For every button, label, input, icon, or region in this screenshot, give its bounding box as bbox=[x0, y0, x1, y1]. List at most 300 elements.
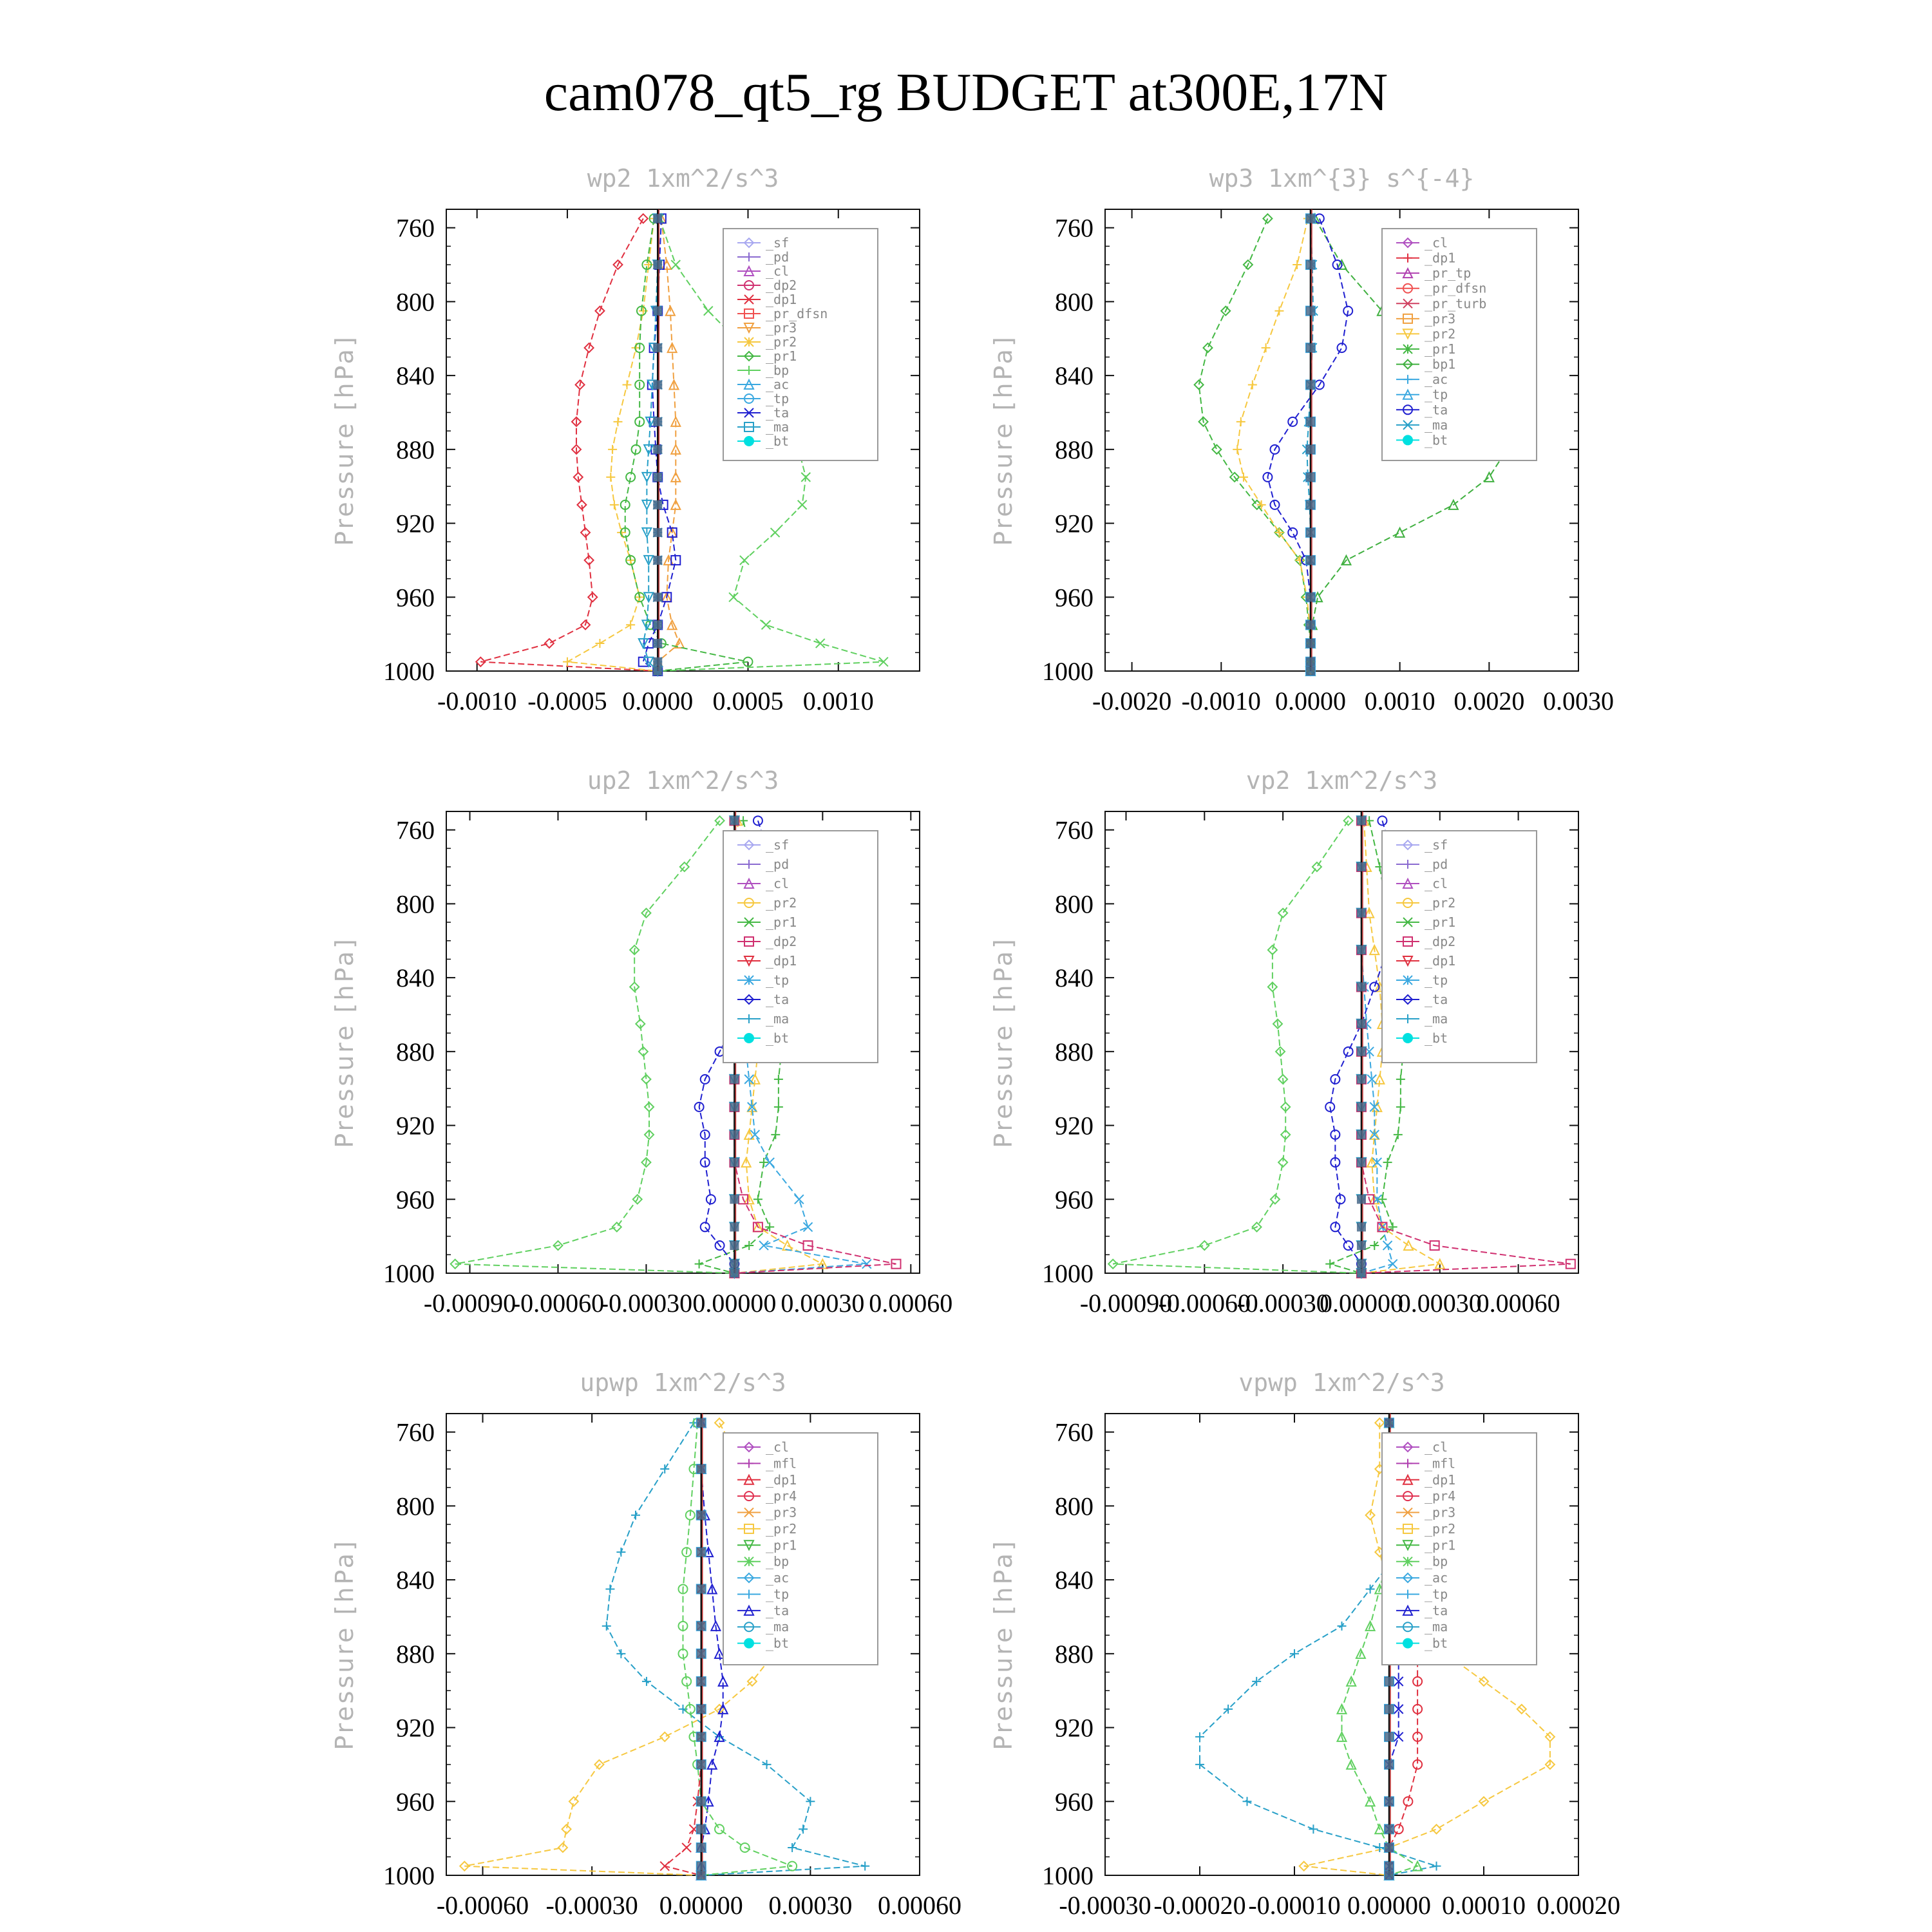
legend-label: _bt bbox=[766, 433, 790, 449]
data-point bbox=[608, 445, 617, 454]
y-tick-label: 840 bbox=[1055, 361, 1094, 391]
legend-swatch-marker bbox=[1403, 435, 1413, 445]
data-point bbox=[788, 1843, 797, 1852]
legend-label: _dp1 bbox=[1425, 953, 1456, 969]
legend-label: _ta bbox=[1425, 402, 1448, 418]
data-point bbox=[1344, 1047, 1353, 1056]
zero-marker bbox=[1306, 307, 1315, 316]
legend-label: _pd bbox=[766, 249, 790, 265]
zero-marker bbox=[1306, 260, 1315, 269]
zero-marker bbox=[730, 1158, 739, 1167]
y-tick-label: 880 bbox=[1055, 1639, 1094, 1669]
zero-marker bbox=[697, 1511, 706, 1520]
data-point bbox=[1278, 909, 1287, 918]
x-tick-label: -0.00010 bbox=[1248, 1891, 1341, 1920]
data-point bbox=[1338, 1622, 1347, 1631]
data-point bbox=[774, 1103, 783, 1112]
zero-marker bbox=[1306, 592, 1315, 601]
y-tick-label: 800 bbox=[396, 287, 435, 317]
zero-marker bbox=[1306, 639, 1315, 648]
x-tick-label: 0.00030 bbox=[768, 1891, 853, 1920]
zero-marker bbox=[1357, 1047, 1366, 1056]
legend-label: _tp bbox=[1425, 1586, 1448, 1602]
data-point bbox=[1290, 1649, 1299, 1658]
x-tick-label: -0.00090 bbox=[423, 1289, 516, 1318]
legend-label: _bp bbox=[766, 363, 790, 378]
zero-marker bbox=[1357, 1222, 1366, 1231]
series-line bbox=[455, 820, 735, 1273]
data-point bbox=[660, 1732, 669, 1741]
legend-label: _pr3 bbox=[1425, 1504, 1456, 1520]
legend-label: _pr2 bbox=[1425, 326, 1456, 342]
zero-marker bbox=[653, 528, 662, 537]
zero-marker bbox=[697, 1464, 706, 1473]
zero-marker bbox=[1357, 1130, 1366, 1139]
y-tick-label: 760 bbox=[1055, 1417, 1094, 1447]
legend-label: _dp1 bbox=[766, 953, 797, 969]
data-point bbox=[1432, 1862, 1441, 1871]
legend-label: _cl bbox=[766, 1439, 790, 1455]
data-point bbox=[602, 1622, 611, 1631]
legend-label: _pr_turb bbox=[1425, 296, 1487, 312]
legend-label: _sf bbox=[766, 235, 790, 251]
x-tick-label: 0.00060 bbox=[878, 1891, 961, 1920]
legend-label: _pr2 bbox=[1425, 895, 1456, 911]
zero-marker bbox=[1357, 909, 1366, 918]
zero-marker bbox=[1385, 1862, 1394, 1871]
y-tick-label: 840 bbox=[396, 1566, 435, 1595]
y-tick-label: 920 bbox=[1055, 509, 1094, 538]
y-tick-label: 800 bbox=[1055, 889, 1094, 919]
data-point bbox=[1396, 528, 1405, 537]
zero-marker bbox=[1385, 1677, 1394, 1686]
data-point bbox=[1396, 1075, 1405, 1084]
legend-box bbox=[1382, 229, 1537, 460]
legend bbox=[723, 1433, 878, 1665]
legend bbox=[1382, 1433, 1537, 1665]
zero-marker bbox=[1306, 556, 1315, 565]
data-point bbox=[701, 1222, 710, 1231]
x-tick-label: 0.0010 bbox=[1364, 687, 1435, 715]
zero-marker bbox=[1357, 816, 1366, 825]
zero-marker bbox=[1306, 500, 1315, 509]
data-point bbox=[816, 639, 825, 648]
legend-label: _tp bbox=[1425, 386, 1448, 402]
y-axis-label: Pressure [hPa] bbox=[330, 936, 359, 1148]
legend-label: _ta bbox=[1425, 992, 1448, 1007]
zero-marker bbox=[653, 417, 662, 426]
zero-marker bbox=[697, 1862, 706, 1871]
data-point bbox=[799, 1824, 808, 1833]
y-axis-label: Pressure [hPa] bbox=[330, 1539, 359, 1750]
legend-label: _pr2 bbox=[766, 334, 797, 350]
y-tick-label: 880 bbox=[1055, 435, 1094, 464]
zero-marker bbox=[697, 1584, 706, 1593]
series-bp bbox=[451, 816, 739, 1278]
data-point bbox=[1394, 1824, 1403, 1833]
panel-wp2 bbox=[330, 164, 920, 715]
data-point bbox=[774, 1075, 783, 1084]
data-point bbox=[1203, 343, 1212, 352]
x-tick-label: -0.00060 bbox=[511, 1289, 605, 1318]
data-point bbox=[762, 620, 771, 629]
data-point bbox=[1394, 1130, 1403, 1139]
zero-marker bbox=[697, 1824, 706, 1833]
zero-marker bbox=[730, 1103, 739, 1112]
zero-marker bbox=[1306, 380, 1315, 389]
legend-label: _bp bbox=[766, 1553, 790, 1569]
zero-marker bbox=[653, 343, 662, 352]
legend-swatch-marker bbox=[1403, 1033, 1413, 1043]
y-tick-label: 840 bbox=[1055, 1566, 1094, 1595]
x-tick-label: 0.00060 bbox=[869, 1289, 953, 1318]
legend-label: _ma bbox=[766, 419, 790, 435]
panel-title: up2 1xm^2/s^3 bbox=[587, 766, 779, 795]
y-tick-label: 880 bbox=[396, 1037, 435, 1066]
data-point bbox=[1274, 307, 1283, 316]
panel-vpwp bbox=[989, 1368, 1620, 1920]
legend-label: _pr4 bbox=[1425, 1488, 1456, 1504]
x-tick-label: 0.00010 bbox=[1442, 1891, 1526, 1920]
y-tick-label: 960 bbox=[396, 583, 435, 612]
zero-marker bbox=[653, 592, 662, 601]
zero-marker bbox=[1306, 214, 1315, 223]
y-tick-label: 920 bbox=[396, 1111, 435, 1141]
zero-marker bbox=[1306, 528, 1315, 537]
zero-marker bbox=[730, 816, 739, 825]
zero-marker bbox=[653, 307, 662, 316]
x-tick-label: 0.00030 bbox=[1397, 1289, 1482, 1318]
series-line bbox=[1199, 218, 1311, 671]
y-axis-label: Pressure [hPa] bbox=[989, 1539, 1018, 1750]
panel-title: vpwp 1xm^2/s^3 bbox=[1238, 1368, 1445, 1397]
data-point bbox=[1396, 1103, 1405, 1112]
data-point bbox=[610, 500, 619, 509]
legend-label: _ma bbox=[766, 1011, 790, 1027]
data-point bbox=[1325, 1260, 1334, 1269]
main-title: cam078_qt5_rg BUDGET at300E,17N bbox=[544, 62, 1388, 122]
data-point bbox=[595, 639, 604, 648]
data-point bbox=[1293, 260, 1302, 269]
legend-label: _dp2 bbox=[766, 278, 797, 293]
zero-marker bbox=[697, 1649, 706, 1658]
data-point bbox=[682, 1843, 691, 1852]
zero-marker bbox=[1357, 862, 1366, 871]
x-tick-label: 0.0020 bbox=[1454, 687, 1525, 715]
zero-marker bbox=[1306, 473, 1315, 482]
zero-marker bbox=[697, 1677, 706, 1686]
panel-up2 bbox=[330, 766, 952, 1318]
zero-marker bbox=[653, 473, 662, 482]
zero-marker bbox=[697, 1797, 706, 1806]
zero-marker bbox=[730, 1222, 739, 1231]
data-point bbox=[569, 1797, 578, 1806]
legend-label: _ac bbox=[1425, 372, 1448, 388]
y-tick-label: 760 bbox=[1055, 213, 1094, 243]
data-point bbox=[642, 1677, 651, 1686]
y-tick-label: 840 bbox=[1055, 963, 1094, 993]
zero-marker bbox=[1306, 445, 1315, 454]
x-tick-label: -0.0010 bbox=[1181, 687, 1261, 715]
zero-marker bbox=[1385, 1732, 1394, 1741]
data-point bbox=[771, 528, 780, 537]
legend-label: _cl bbox=[1425, 1439, 1448, 1455]
zero-marker bbox=[1306, 667, 1315, 676]
data-point bbox=[1312, 862, 1321, 871]
zero-marker bbox=[730, 1195, 739, 1204]
y-tick-label: 800 bbox=[396, 889, 435, 919]
y-tick-label: 800 bbox=[1055, 287, 1094, 317]
legend-label: _pr_tp bbox=[1425, 265, 1472, 281]
y-tick-label: 1000 bbox=[383, 1861, 435, 1890]
legend-swatch-marker bbox=[744, 976, 753, 985]
x-tick-label: 0.0005 bbox=[712, 687, 784, 715]
zero-marker bbox=[1357, 1075, 1366, 1084]
legend-label: _tp bbox=[1425, 972, 1448, 988]
legend bbox=[723, 229, 878, 460]
y-tick-label: 960 bbox=[396, 1787, 435, 1817]
data-point bbox=[660, 1862, 669, 1871]
y-tick-label: 1000 bbox=[383, 657, 435, 686]
y-tick-label: 880 bbox=[396, 1639, 435, 1669]
y-tick-label: 800 bbox=[396, 1492, 435, 1521]
panel-wp3 bbox=[989, 164, 1614, 715]
data-point bbox=[1262, 343, 1271, 352]
legend-label: _pr1 bbox=[1425, 1537, 1456, 1553]
zero-marker bbox=[653, 639, 662, 648]
data-point bbox=[753, 1195, 762, 1204]
data-point bbox=[860, 1862, 869, 1871]
legend-label: _ma bbox=[1425, 1619, 1448, 1635]
legend-label: _pr1 bbox=[1425, 914, 1456, 930]
data-point bbox=[1212, 445, 1221, 454]
legend-label: _sf bbox=[766, 837, 790, 853]
y-tick-label: 760 bbox=[396, 213, 435, 243]
y-tick-label: 920 bbox=[396, 1713, 435, 1743]
legend-label: _cl bbox=[1425, 876, 1448, 891]
zero-marker bbox=[1385, 1418, 1394, 1427]
zero-marker bbox=[1357, 1269, 1366, 1278]
legend-label: _pr3 bbox=[766, 320, 797, 336]
data-point bbox=[729, 592, 738, 601]
legend-label: _cl bbox=[766, 876, 790, 891]
zero-marker bbox=[1385, 1797, 1394, 1806]
zero-marker bbox=[653, 214, 662, 223]
y-tick-label: 760 bbox=[1055, 815, 1094, 845]
zero-marker bbox=[730, 1130, 739, 1139]
zero-marker bbox=[697, 1705, 706, 1714]
legend-label: _ma bbox=[1425, 1011, 1448, 1027]
zero-marker bbox=[1357, 1260, 1366, 1269]
panel-upwp bbox=[330, 1368, 961, 1920]
zero-marker bbox=[653, 658, 662, 667]
data-point bbox=[545, 639, 554, 648]
x-tick-label: -0.00030 bbox=[545, 1891, 638, 1920]
legend-label: _pr2 bbox=[766, 895, 797, 911]
y-tick-label: 920 bbox=[1055, 1713, 1094, 1743]
data-point bbox=[1403, 1797, 1412, 1806]
zero-marker bbox=[1357, 945, 1366, 954]
legend-label: _bt bbox=[1425, 1635, 1448, 1651]
data-point bbox=[616, 1548, 625, 1557]
legend-label: _ta bbox=[1425, 1602, 1448, 1618]
data-point bbox=[1383, 1241, 1392, 1250]
legend-swatch-marker bbox=[1403, 1638, 1413, 1649]
legend-label: _sf bbox=[1425, 837, 1448, 853]
data-point bbox=[1233, 445, 1242, 454]
x-tick-label: 0.00000 bbox=[692, 1289, 777, 1318]
legend-label: _pr1 bbox=[766, 1537, 797, 1553]
x-tick-label: -0.0020 bbox=[1092, 687, 1172, 715]
x-tick-label: -0.0005 bbox=[527, 687, 607, 715]
y-tick-label: 1000 bbox=[383, 1259, 435, 1288]
legend-label: _cl bbox=[766, 263, 790, 279]
zero-marker bbox=[1385, 1843, 1394, 1852]
legend-label: _tp bbox=[766, 391, 790, 406]
zero-marker bbox=[1306, 343, 1315, 352]
zero-marker bbox=[653, 667, 662, 676]
y-tick-label: 880 bbox=[1055, 1037, 1094, 1066]
x-tick-label: 0.00000 bbox=[659, 1891, 743, 1920]
zero-marker bbox=[697, 1548, 706, 1557]
legend-label: _pr1 bbox=[1425, 341, 1456, 357]
legend bbox=[1382, 831, 1537, 1063]
panel-title: upwp 1xm^2/s^3 bbox=[580, 1368, 786, 1397]
data-point bbox=[771, 1130, 780, 1139]
panel-title: vp2 1xm^2/s^3 bbox=[1245, 766, 1438, 795]
legend-swatch-marker bbox=[744, 337, 753, 346]
legend-label: _ac bbox=[766, 1570, 790, 1586]
x-tick-label: 0.00000 bbox=[1319, 1289, 1403, 1318]
x-tick-label: 0.00030 bbox=[781, 1289, 865, 1318]
zero-marker bbox=[697, 1760, 706, 1769]
panel-vp2 bbox=[989, 766, 1578, 1318]
y-tick-label: 840 bbox=[396, 361, 435, 391]
data-point bbox=[1248, 380, 1257, 389]
y-tick-label: 960 bbox=[1055, 1787, 1094, 1817]
series-pr1 bbox=[1195, 214, 1315, 676]
legend-label: _pr_dfsn bbox=[1425, 280, 1487, 296]
legend bbox=[723, 831, 878, 1063]
legend-swatch-marker bbox=[1403, 1557, 1412, 1566]
y-tick-label: 760 bbox=[396, 815, 435, 845]
data-point bbox=[715, 1824, 724, 1833]
legend-swatch-marker bbox=[1403, 345, 1412, 354]
legend-label: _dp1 bbox=[766, 292, 797, 307]
legend-label: _tp bbox=[766, 1586, 790, 1602]
zero-marker bbox=[653, 445, 662, 454]
zero-marker bbox=[697, 1622, 706, 1631]
data-point bbox=[740, 556, 749, 565]
data-point bbox=[762, 1760, 772, 1769]
zero-marker bbox=[653, 260, 662, 269]
y-tick-label: 1000 bbox=[1042, 1259, 1094, 1288]
data-point bbox=[695, 1260, 704, 1269]
zero-marker bbox=[730, 1241, 739, 1250]
data-point bbox=[1344, 1241, 1353, 1250]
data-point bbox=[798, 500, 807, 509]
data-point bbox=[1309, 1824, 1318, 1833]
legend-label: _ac bbox=[1425, 1570, 1448, 1586]
y-tick-label: 880 bbox=[396, 435, 435, 464]
y-axis-label: Pressure [hPa] bbox=[989, 936, 1018, 1148]
data-point bbox=[605, 1584, 614, 1593]
y-tick-label: 920 bbox=[1055, 1111, 1094, 1141]
zero-marker bbox=[653, 556, 662, 565]
zero-marker bbox=[697, 1732, 706, 1741]
legend-label: _bt bbox=[1425, 1030, 1448, 1046]
legend-label: _bt bbox=[766, 1635, 790, 1651]
data-point bbox=[606, 473, 615, 482]
zero-marker bbox=[1357, 1019, 1366, 1028]
x-tick-label: -0.00090 bbox=[1079, 1289, 1173, 1318]
zero-marker bbox=[697, 1843, 706, 1852]
series-bp bbox=[1108, 816, 1366, 1278]
zero-marker bbox=[1357, 1195, 1366, 1204]
legend-label: _ta bbox=[766, 992, 790, 1007]
legend-label: _pd bbox=[766, 857, 790, 872]
zero-marker bbox=[1306, 658, 1315, 667]
y-tick-label: 760 bbox=[396, 1417, 435, 1447]
data-point bbox=[1239, 473, 1248, 482]
y-tick-label: 1000 bbox=[1042, 657, 1094, 686]
zero-marker bbox=[1357, 1241, 1366, 1250]
zero-marker bbox=[730, 1075, 739, 1084]
data-point bbox=[1388, 1260, 1397, 1269]
x-tick-label: 0.00000 bbox=[1347, 1891, 1431, 1920]
y-axis-label: Pressure [hPa] bbox=[989, 334, 1018, 546]
data-point bbox=[623, 380, 632, 389]
data-point bbox=[612, 1222, 621, 1231]
zero-marker bbox=[730, 1260, 739, 1269]
x-tick-label: -0.00020 bbox=[1153, 1891, 1246, 1920]
legend-swatch-marker bbox=[744, 1638, 754, 1649]
legend-label: _pr3 bbox=[766, 1504, 797, 1520]
data-point bbox=[1243, 1797, 1252, 1806]
legend-label: _dp1 bbox=[766, 1472, 797, 1488]
data-point bbox=[671, 260, 680, 269]
y-tick-label: 800 bbox=[1055, 1492, 1094, 1521]
data-point bbox=[1484, 473, 1493, 482]
legend-label: _dp1 bbox=[1425, 250, 1456, 266]
x-tick-label: -0.00060 bbox=[1158, 1289, 1251, 1318]
x-tick-label: 0.0030 bbox=[1543, 687, 1614, 715]
x-tick-label: 0.0000 bbox=[622, 687, 694, 715]
legend-swatch-marker bbox=[744, 1557, 753, 1566]
legend-label: _dp1 bbox=[1425, 1472, 1456, 1488]
legend-label: _mfl bbox=[1425, 1455, 1456, 1472]
zero-marker bbox=[1385, 1871, 1394, 1880]
x-tick-label: 0.00060 bbox=[1476, 1289, 1560, 1318]
legend-label: _pr2 bbox=[1425, 1520, 1456, 1537]
data-point bbox=[1383, 1158, 1392, 1167]
legend-label: _ma bbox=[1425, 417, 1448, 433]
zero-marker bbox=[653, 500, 662, 509]
data-point bbox=[1271, 1195, 1280, 1204]
data-point bbox=[626, 620, 635, 629]
y-tick-label: 1000 bbox=[1042, 1861, 1094, 1890]
y-tick-label: 960 bbox=[1055, 583, 1094, 612]
zero-marker bbox=[730, 1269, 739, 1278]
legend-label: _ta bbox=[766, 405, 790, 421]
legend bbox=[1382, 229, 1537, 460]
x-tick-label: -0.00060 bbox=[436, 1891, 529, 1920]
series-line bbox=[480, 218, 658, 671]
legend-label: _bp1 bbox=[1425, 356, 1456, 372]
legend-swatch-marker bbox=[744, 436, 754, 446]
zero-marker bbox=[1357, 982, 1366, 991]
data-point bbox=[1288, 528, 1297, 537]
